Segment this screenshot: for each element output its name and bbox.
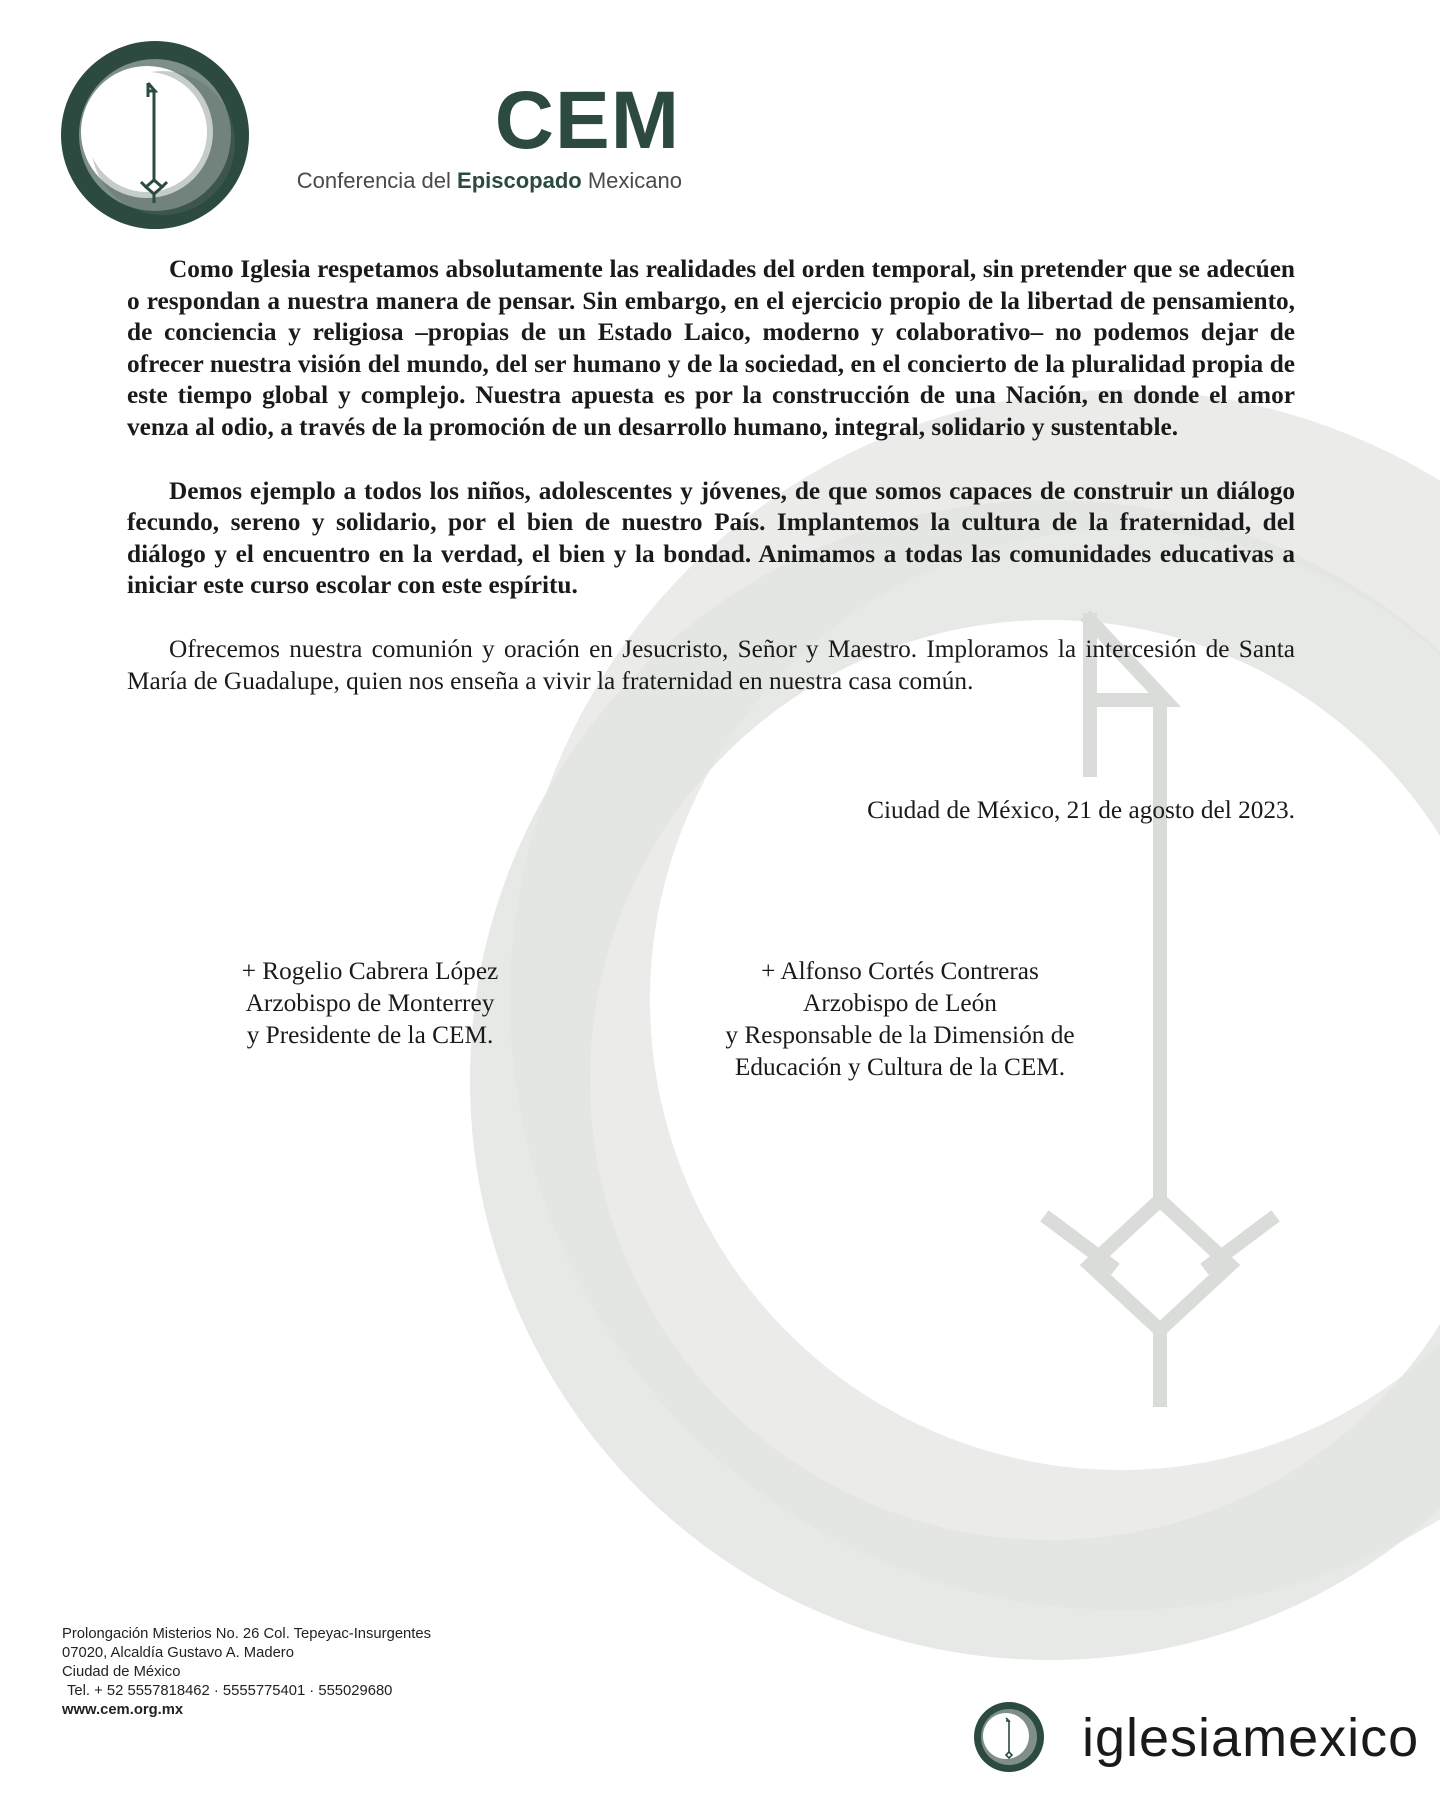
brand-header	[262, 75, 682, 194]
footer-phone: Tel. + 52 5557818462 · 5555775401 · 555029680	[67, 1683, 393, 1699]
footer-address-line-1: Prolongación Misterios No. 26 Col. Tepeyac-Insurgentes	[62, 1626, 432, 1642]
letter-date: Ciudad de México, 21 de agosto del 2023.	[867, 796, 1295, 824]
paragraph-3: Ofrecemos nuestra comunión y oración en Jesucristo, Señor y Maestro. Imploramos la intercesión de Santa María de Guadalupe, quien nos enseña a vivir la fraternidad en nuestra casa común.	[127, 634, 1295, 695]
footer-address-line-3: Ciudad de México	[62, 1664, 181, 1680]
cem-emblem-icon	[972, 1700, 1046, 1774]
bottom-brand	[972, 1700, 1420, 1780]
signature-2-title: Arzobispo de León	[803, 989, 997, 1017]
bottom-brand-name: iglesiamexico	[1082, 1708, 1420, 1768]
paragraph-1: Como Iglesia respetamos absolutamente las realidades del orden temporal, sin pretender que se adecúen o respondan a nuestra manera de pensar. Sin embargo, en el ejercicio propio de la libertad de pensamiento, de conciencia y religiosa –propias de un Estado Laico, moderno y colaborativo– no podemos dejar de ofrecer nuestra visión del mundo, del ser humano y de la sociedad, en el concierto de la pluralidad propia de este tiempo global y complejo. Nuestra apuesta es por la construcción de una Nación, en donde el amor venza al odio, a través de la promoción de un desarrollo humano, integral, solidario y sustentable.	[127, 255, 1295, 441]
signature-2-name: + Alfonso Cortés Contreras	[761, 957, 1039, 985]
signature-1-name: + Rogelio Cabrera López	[241, 957, 499, 985]
signature-2-role: y Responsable de la Dimensión de	[725, 1021, 1075, 1049]
signature-1-role: y Presidente de la CEM.	[246, 1021, 494, 1049]
footer-website-link[interactable]: www.cem.org.mx	[62, 1702, 184, 1718]
signature-1-title: Arzobispo de Monterrey	[245, 989, 495, 1017]
brand-name-part1: Conferencia del	[296, 168, 451, 193]
paragraph-2: Demos ejemplo a todos los niños, adolescentes y jóvenes, de que somos capaces de construir un diálogo fecundo, sereno y solidario, por el bien de nuestro País. Implantemos la cultura de la fraternidad, del diálogo y el encuentro en la verdad, el bien y la bondad. Animamos a todas las comunidades educativas a iniciar este curso escolar con este espíritu.	[127, 476, 1295, 600]
brand-name-part3: Mexicano	[587, 168, 682, 193]
letter-body	[127, 254, 1295, 697]
footer-contact	[62, 1625, 431, 1720]
signature-2-role-cont: Educación y Cultura de la CEM.	[734, 1053, 1066, 1081]
footer-address-line-2: 07020, Alcaldía Gustavo A. Madero	[62, 1645, 294, 1661]
signature-block-1	[210, 955, 530, 1051]
brand-fullname	[262, 168, 682, 194]
brand-acronym: CEM	[494, 75, 680, 166]
signature-block-2	[690, 955, 1110, 1083]
brand-name-part2: Episcopado	[457, 168, 582, 193]
cem-logo-icon	[55, 35, 255, 235]
